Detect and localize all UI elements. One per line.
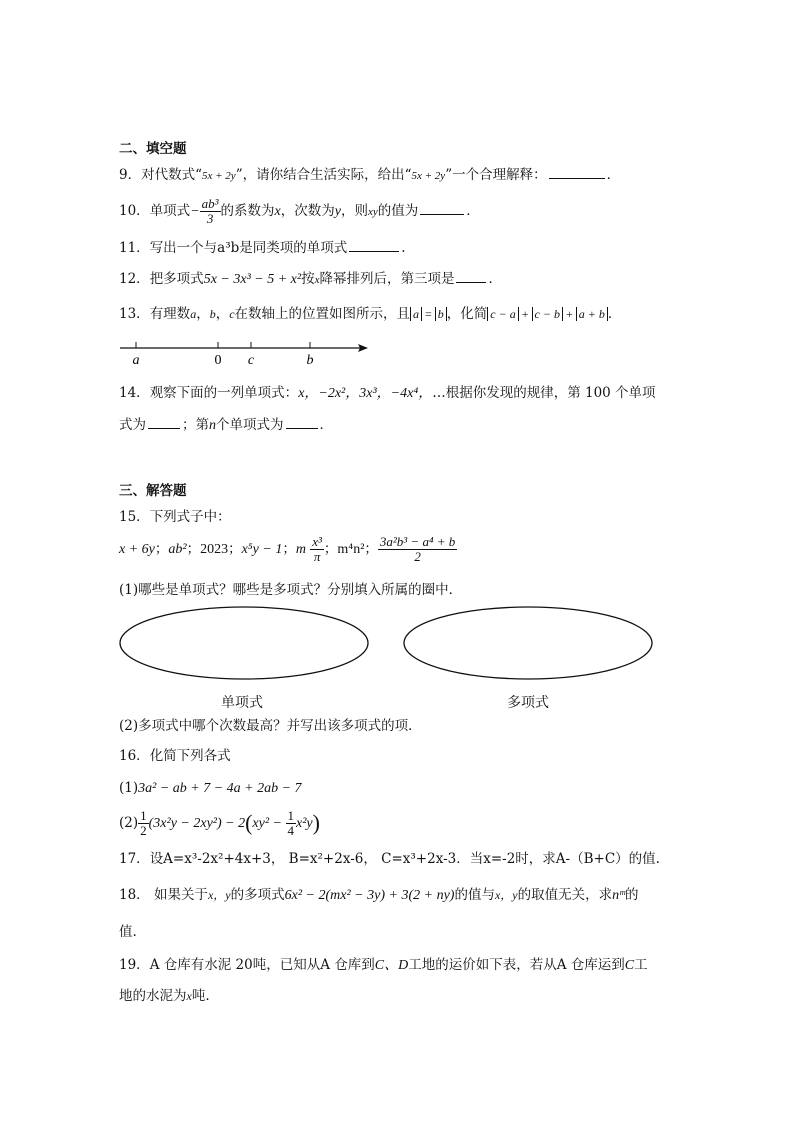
classification-circles (118, 605, 658, 685)
label-zero: 0 (214, 353, 222, 368)
label-a: a (132, 353, 140, 368)
polynomial-circle[interactable] (404, 607, 652, 679)
question-9: 9．对代数式“5x + 2y”，请你结合生活实际，给出“5x + 2y”一个合理解释： ． (119, 164, 620, 186)
monomial-caption: 单项式 (221, 695, 263, 711)
number-line-figure (118, 338, 373, 370)
monomial-circle[interactable] (120, 607, 368, 679)
answer-blank[interactable] (549, 164, 605, 179)
fraction-one-half: $\frac{1}{2}$ (140, 808, 147, 838)
answer-blank[interactable] (349, 237, 399, 252)
label-c: c (247, 353, 255, 368)
right-paren: ) (312, 810, 320, 835)
left-paren: ( (245, 810, 253, 835)
question-15-intro: 15．下列式子中： (119, 509, 231, 525)
question-15-part-2: (2)多项式中哪个次数最高？并写出该多项式的项． (119, 718, 422, 734)
fraction-one-quarter: $\frac{1}{4}$ (287, 808, 294, 838)
question-16-part-1: (1)3a² − ab + 7 − 4a + 2ab − 7 (119, 780, 302, 796)
answer-blank[interactable] (456, 268, 486, 283)
question-15-part-1: (1)哪些是单项式？哪些是多项式？分别填入所属的圈中． (119, 582, 463, 598)
question-14-line-2: 式为 ；第n个单项式为 ． (119, 414, 333, 436)
polynomial-caption: 多项式 (507, 695, 549, 711)
answer-blank[interactable] (420, 200, 464, 215)
question-13: 13．有理数a，b，c在数轴上的位置如图所示，且 a = b ，化简 c − a + c − b + a + b ． (119, 306, 622, 322)
question-16-intro: 16．化简下列各式 (119, 748, 231, 764)
question-18-line-1: 18． 如果关于x，y的多项式6x² − 2(mx² − 3y) + 3(2 + ny)的值与x，y的取值无关，求nᵐ的 (119, 887, 639, 903)
question-17: 17．设A=x³-2x²+4x+3， B=x²+2x-6， C=x³+2x-3．当x=-2时，求A-（B+C）的值. (119, 851, 660, 867)
label-b: b (306, 353, 314, 368)
question-11: 11．写出一个与a³b是同类项的单项式 . (119, 237, 406, 258)
question-16-part-2: (2) $\frac{1}{2}$ (3x²y − 2xy²) − 2(xy² − $\frac{1}{4}$ x²y) (119, 808, 320, 838)
fraction: $\frac{\text{x³}}{\pi}$ (312, 534, 322, 564)
question-15-expressions: x + 6y；ab²；2023；x⁵y − 1；m $\frac{\text{x³}}{\pi}$ ；m⁴n²； $\frac{\text{3a²b³ − a⁴ + b}}{2}$ (119, 534, 456, 564)
question-12: 12．把多项式5x − 3x³ − 5 + x²按x降幂排列后，第三项是 ． (119, 268, 502, 290)
fraction: $\frac{\text{ab³}}{3}$ (201, 196, 219, 226)
question-19-line-2: 地的水泥为x吨. (119, 988, 210, 1004)
question-19-line-1: 19．A 仓库有水泥 20吨，已知从A 仓库到C、D工地的运价如下表，若从A 仓库运到C工 (119, 957, 648, 973)
question-18-line-2: 值. (119, 924, 137, 940)
question-14-line-1: 14．观察下面的一列单项式：x，−2x²，3x³，−4x⁴，…根据你发现的规律，第 100 个单项 (119, 385, 656, 401)
section-answer-heading: 三、解答题 (119, 483, 187, 499)
section-fill-blank-heading: 二、填空题 (119, 141, 187, 157)
question-10: 10．单项式− $\frac{\text{ab³}}{3}$ 的系数为x，次数为y，则xy的值为 ． (119, 196, 480, 226)
fraction: $\frac{\text{3a²b³ − a⁴ + b}}{2}$ (379, 534, 456, 564)
answer-blank[interactable] (286, 414, 318, 429)
answer-blank[interactable] (148, 414, 180, 429)
